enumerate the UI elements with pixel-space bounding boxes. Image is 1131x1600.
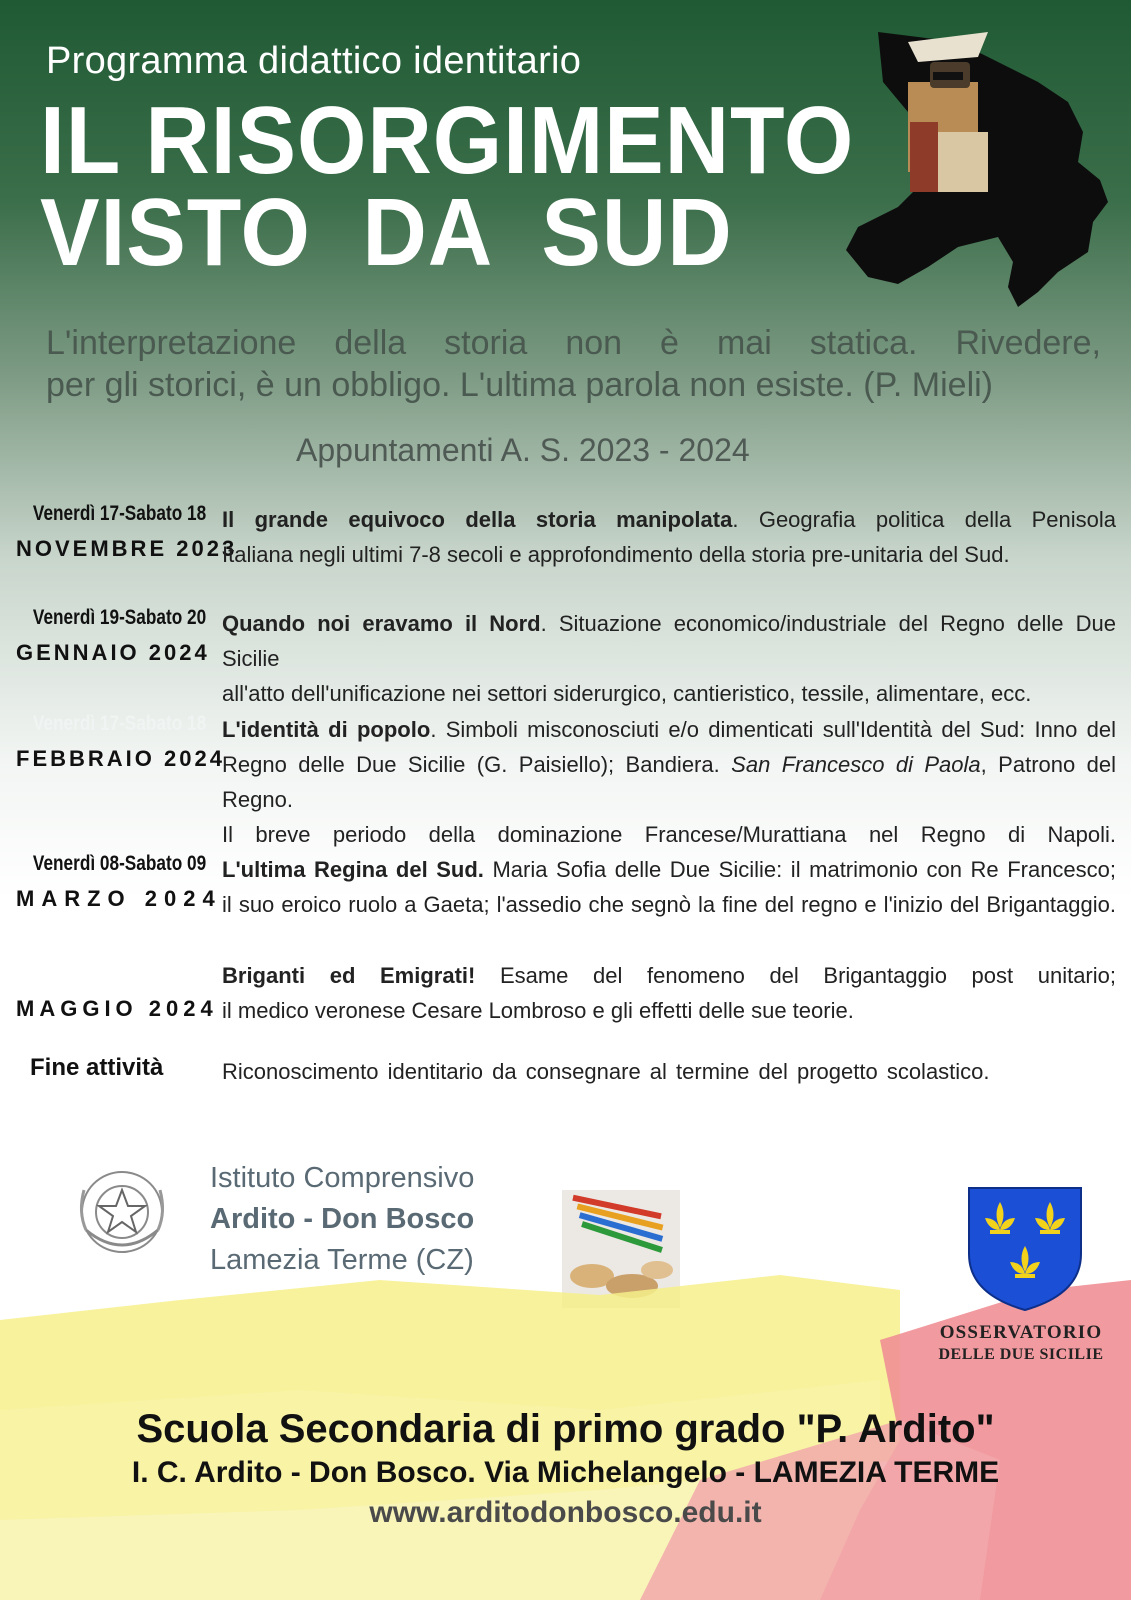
institute-line-2: Ardito - Don Bosco [210,1203,475,1235]
observatory-name [918,1322,1124,1364]
schedule-month: GENNAIO 2024 [16,640,210,665]
poster-title [40,87,855,286]
schedule-days: Venerdì 17-Sabato 18 [32,502,207,525]
title-line-1: IL RISORGIMENTO [40,87,855,194]
institute-line-3: Lamezia Terme (CZ) [210,1244,474,1276]
observatory-line-2: DELLE DUE SICILIE [938,1346,1104,1363]
two-sicilies-shield-icon [965,1184,1085,1314]
schedule-topic-title: L'identità di popolo [222,717,431,742]
schedule-date [16,712,225,772]
schedule-description: L'ultima Regina del Sud. Maria Sofia delle Due Sicilie: il matrimonio con Re Francesco; il suo eroico ruolo a Gaeta; l'assedio che segnò la fine del regno e l'inizio del Brigantaggio. [222,857,1117,917]
school-name: Scuola Secondaria di primo grado "P. Ardito" [136,1407,995,1451]
institute-line-1: Istituto Comprensivo [210,1162,475,1194]
schedule-topic-title: Il grande equivoco della storia manipolata [222,507,733,532]
schedule-date [16,852,222,912]
schedule-date [16,606,210,666]
schedule-days: Venerdì 17-Sabato 18 [32,712,207,735]
quote-line-1: L'interpretazione della storia non è mai statica. Rivedere, [46,324,1101,362]
schedule-description: Quando noi eravamo il Nord. Situazione economico/industriale del Regno delle Due Sicilie all'atto dell'unificazione nei settori siderurgico, cantieristico, tessile, alimentare, ecc. [222,611,1116,706]
end-activity-label: Fine attività [30,1054,164,1081]
website-link[interactable]: www.arditodonbosco.edu.it [369,1496,762,1529]
schedule-topic-title: Quando noi eravamo il Nord [222,611,541,636]
schedule-month: NOVEMBRE 2023 [16,536,238,561]
schedule-days: Venerdì 19-Sabato 20 [32,606,207,629]
appointments-heading: Appuntamenti A. S. 2023 - 2024 [296,432,750,468]
schedule-days: Venerdì 08-Sabato 09 [32,852,207,875]
quote-line-2: per gli storici, è un obbligo. L'ultima parola non esiste. (P. Mieli) [46,366,994,404]
schedule-month: FEBBRAIO 2024 [16,746,225,771]
schedule-month: MARZO 2024 [16,886,222,911]
program-subtitle: Programma didattico identitario [46,40,582,82]
schedule-description: Il grande equivoco della storia manipolata. Geografia politica della Penisola Italiana negli ultimi 7-8 secoli e approfondimento della storia pre-unitaria del Sud. [222,507,1117,567]
end-activity-text: Riconoscimento identitario da consegnare al termine del progetto scolastico. [222,1059,990,1084]
title-line-2: VISTO DA SUD [40,179,733,286]
south-italy-map-illustration [838,22,1118,312]
schedule-description: L'identità di popolo. Simboli misconosciuti e/o dimenticati sull'Identità del Sud: Inno del Regno delle Due Sicilie (G. Paisiello); Bandiera. San Francesco di Paola, Patrono del Regno. Il breve periodo della dominazione Francese/Murattiana nel Regno di Napoli. [222,717,1117,847]
schedule-topic-title: Briganti ed Emigrati! [222,963,476,988]
schedule-date [16,986,218,1022]
school-address: I. C. Ardito - Don Bosco. Via Michelangelo - LAMEZIA TERME [131,1456,1000,1489]
schedule-description: Briganti ed Emigrati! Esame del fenomeno del Brigantaggio post unitario; il medico veronese Cesare Lombroso e gli effetti delle sue teorie. [222,963,1116,1023]
schedule-month: MAGGIO 2024 [16,996,218,1021]
observatory-line-1: OSSERVATORIO [939,1322,1103,1343]
historian-quote [46,322,1101,406]
italian-republic-emblem-icon [72,1160,172,1270]
schedule-date [16,502,238,562]
footer [0,1405,1131,1533]
schedule-topic-title: L'ultima Regina del Sud. [222,857,484,882]
